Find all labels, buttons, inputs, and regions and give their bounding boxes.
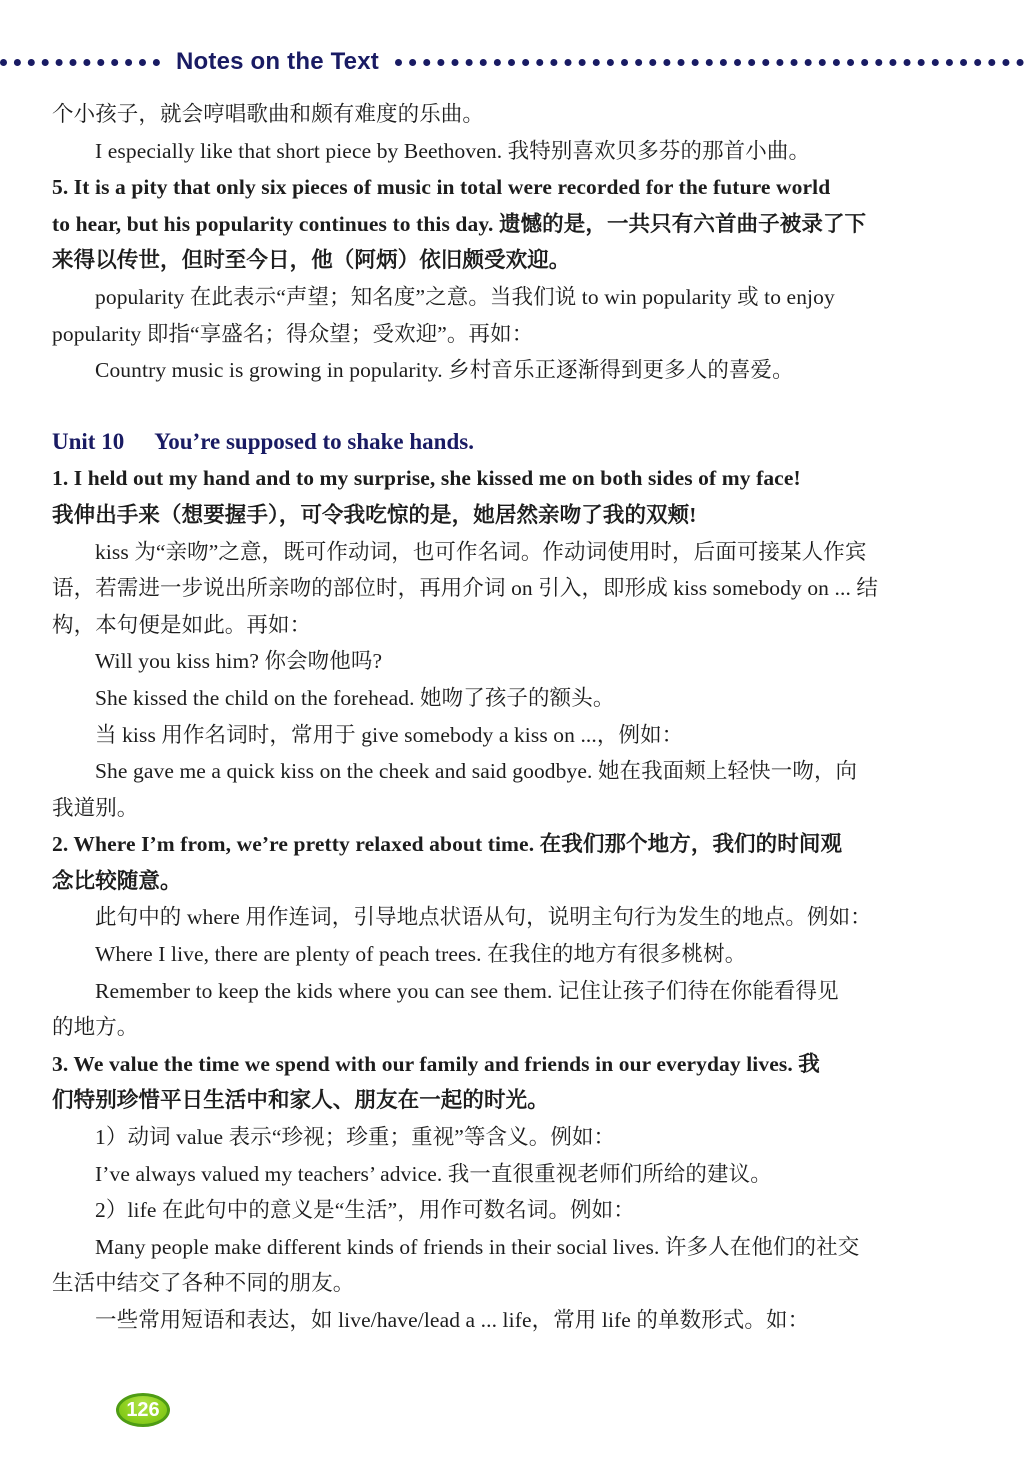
text-line: Will you kiss him? 你会吻他吗? (95, 649, 383, 674)
text-line: I especially like that short piece by Beethoven. 我特别喜欢贝多芬的那首小曲。 (95, 138, 811, 163)
text-line: 1. I held out my hand and to my surprise, she kissed me on both sides of my face! (52, 466, 801, 491)
text-line: 5. It is a pity that only six pieces of music in total were recorded for the future world (52, 175, 831, 200)
section-title: Notes on the Text (176, 48, 379, 75)
text-line: She kissed the child on the forehead. 她吻了孩子的额头。 (95, 685, 615, 710)
text-line: 生活中结交了各种不同的朋友。 (52, 1271, 355, 1296)
text-line: Country music is growing in popularity. 乡村音乐正逐渐得到更多人的喜爱。 (95, 358, 794, 383)
text-line: 我伸出手来（想要握手），可令我吃惊的是，她居然亲吻了我的双颊! (52, 502, 697, 527)
text-line: I’ve always valued my teachers’ advice. 我一直很重视老师们所给的建议。 (95, 1161, 772, 1186)
text-line: popularity 在此表示“声望；知名度”之意。当我们说 to win popularity 或 to enjoy (95, 284, 835, 309)
page-number-badge: 126 (116, 1393, 170, 1427)
text-line: 念比较随意。 (52, 868, 182, 893)
section-header (0, 49, 1024, 75)
text-line: 3. We value the time we spend with our family and friends in our everyday lives. 我 (52, 1051, 820, 1076)
text-line: 此句中的 where 用作连词，引导地点状语从句，说明主句行为发生的地点。例如： (95, 905, 872, 930)
text-line: 我道别。 (52, 795, 139, 820)
text-line: kiss 为“亲吻”之意，既可作动词，也可作名词。作动词使用时，后面可接某人作宾 (95, 539, 867, 564)
unit-heading (52, 424, 988, 461)
dotted-rule-right-icon (395, 59, 1024, 66)
text-line: 们特别珍惜平日生活中和家人、朋友在一起的时光。 (52, 1088, 549, 1113)
unit-title: You’re supposed to shake hands. (154, 428, 474, 454)
text-line: popularity 即指“享盛名；得众望；受欢迎”。再如： (52, 321, 534, 346)
text-line: 2）life 在此句中的意义是“生活”，用作可数名词。例如： (95, 1198, 635, 1223)
text-line: to hear, but his popularity continues to this day. 遗憾的是，一共只有六首曲子被录了下 (52, 211, 867, 236)
text-line: She gave me a quick kiss on the cheek and said goodbye. 她在我面颊上轻快一吻，向 (95, 759, 858, 784)
page-body (0, 96, 1024, 1339)
unit-number: Unit 10 (52, 428, 125, 454)
text-line: 的地方。 (52, 1015, 139, 1040)
text-line: 1）动词 value 表示“珍视；珍重；重视”等含义。例如： (95, 1125, 616, 1150)
text-line: 构，本句便是如此。再如： (52, 612, 312, 637)
dotted-rule-left-icon (0, 59, 160, 66)
text-line: Remember to keep the kids where you can see them. 记住让孩子们待在你能看得见 (95, 978, 839, 1003)
text-line: 当 kiss 用作名词时，常用于 give somebody a kiss on ...，例如： (95, 722, 684, 747)
text-line: 2. Where I’m from, we’re pretty relaxed about time. 在我们那个地方，我们的时间观 (52, 832, 843, 857)
text-line: Where I live, there are plenty of peach trees. 在我住的地方有很多桃树。 (95, 942, 747, 967)
text-line: 个小孩子，就会哼唱歌曲和颇有难度的乐曲。 (52, 102, 485, 126)
text-line: 来得以传世，但时至今日，他（阿炳）依旧颇受欢迎。 (52, 248, 571, 273)
text-line: 一些常用短语和表达，如 live/have/lead a ... life，常用 life 的单数形式。如： (95, 1308, 810, 1332)
text-line: Many people make different kinds of friends in their social lives. 许多人在他们的社交 (95, 1234, 860, 1259)
text-line: 语，若需进一步说出所亲吻的部位时，再用介词 on 引入，即形成 kiss somebody on ... 结 (52, 576, 878, 601)
